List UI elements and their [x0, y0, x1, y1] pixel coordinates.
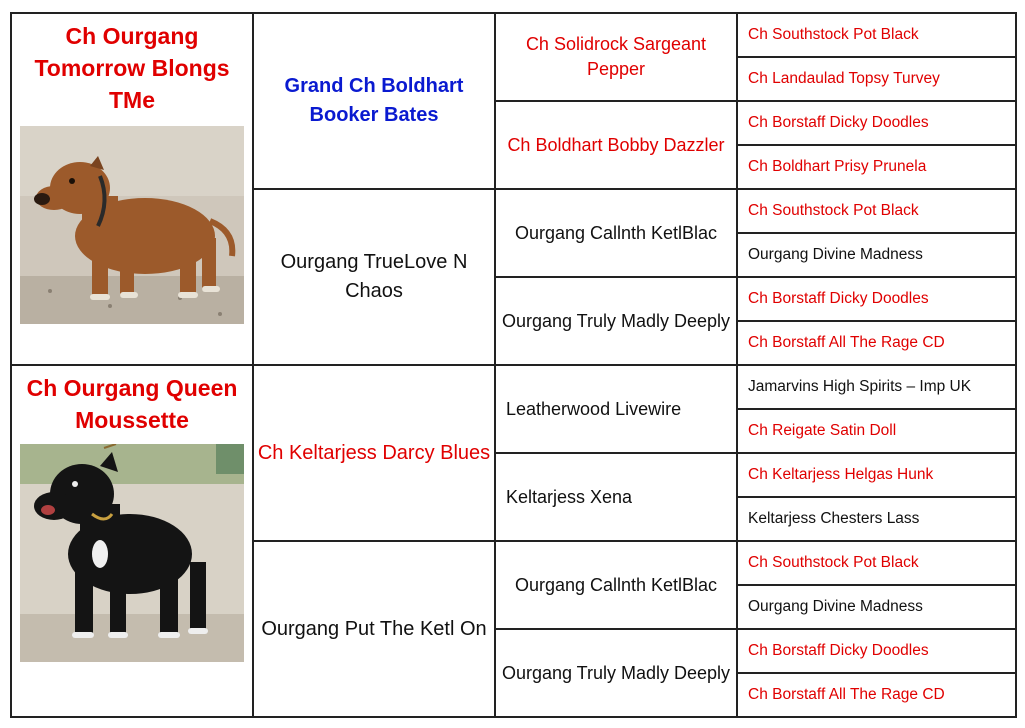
dog-1-name: Ch Ourgang Tomorrow Blongs TMe: [34, 23, 230, 113]
dog-2-gen4-8: Ch Borstaff All The Rage CD: [737, 673, 1016, 717]
dog-1-gen4-8: Ch Borstaff All The Rage CD: [737, 321, 1016, 365]
dog-2-gen4-3: Ch Keltarjess Helgas Hunk: [737, 453, 1016, 497]
dog-1-photo: [20, 126, 244, 324]
dog-2-gen4-1: Jamarvins High Spirits – Imp UK: [737, 365, 1016, 409]
dog-1-dam: Ourgang TrueLove N Chaos: [253, 189, 495, 365]
dog-2-dam: Ourgang Put The Ketl On: [253, 541, 495, 717]
dog-1-cell: [11, 13, 253, 365]
dog-1-gen4-5: Ch Southstock Pot Black: [737, 189, 1016, 233]
dog-2-dam-dam: Ourgang Truly Madly Deeply: [495, 629, 737, 717]
dog-1-gen4-4: Ch Boldhart Prisy Prunela: [737, 145, 1016, 189]
dog-2-gen4-4: Keltarjess Chesters Lass: [737, 497, 1016, 541]
dog-2-gen4-7: Ch Borstaff Dicky Doodles: [737, 629, 1016, 673]
dog-1-sire-sire: Ch Solidrock Sargeant Pepper: [495, 13, 737, 101]
dog-1-sire-dam: Ch Boldhart Bobby Dazzler: [495, 101, 737, 189]
dog-1-gen4-6: Ourgang Divine Madness: [737, 233, 1016, 277]
dog-1-gen4-7: Ch Borstaff Dicky Doodles: [737, 277, 1016, 321]
dog-2-name: Ch Ourgang Queen Moussette: [26, 375, 238, 433]
dog-2-dam-sire: Ourgang Callnth KetlBlac: [495, 541, 737, 629]
dog-2-photo: [20, 444, 244, 662]
dog-2-sire-sire: Leatherwood Livewire: [495, 365, 737, 453]
dog-1-gen4-1: Ch Southstock Pot Black: [737, 13, 1016, 57]
dog-2-sire-dam: Keltarjess Xena: [495, 453, 737, 541]
dog-1-gen4-2: Ch Landaulad Topsy Turvey: [737, 57, 1016, 101]
dog-2-gen4-5: Ch Southstock Pot Black: [737, 541, 1016, 585]
dog-2-gen4-2: Ch Reigate Satin Doll: [737, 409, 1016, 453]
dog-1-gen4-3: Ch Borstaff Dicky Doodles: [737, 101, 1016, 145]
dog-2-sire: Ch Keltarjess Darcy Blues: [253, 365, 495, 541]
dog-1-dam-dam: Ourgang Truly Madly Deeply: [495, 277, 737, 365]
dog-2-gen4-6: Ourgang Divine Madness: [737, 585, 1016, 629]
table-row: [11, 365, 1016, 409]
dog-1-sire: Grand Ch Boldhart Booker Bates: [253, 13, 495, 189]
dog-1-dam-sire: Ourgang Callnth KetlBlac: [495, 189, 737, 277]
dog-2-cell: [11, 365, 253, 717]
pedigree-table: [10, 12, 1017, 718]
table-row: [11, 13, 1016, 57]
